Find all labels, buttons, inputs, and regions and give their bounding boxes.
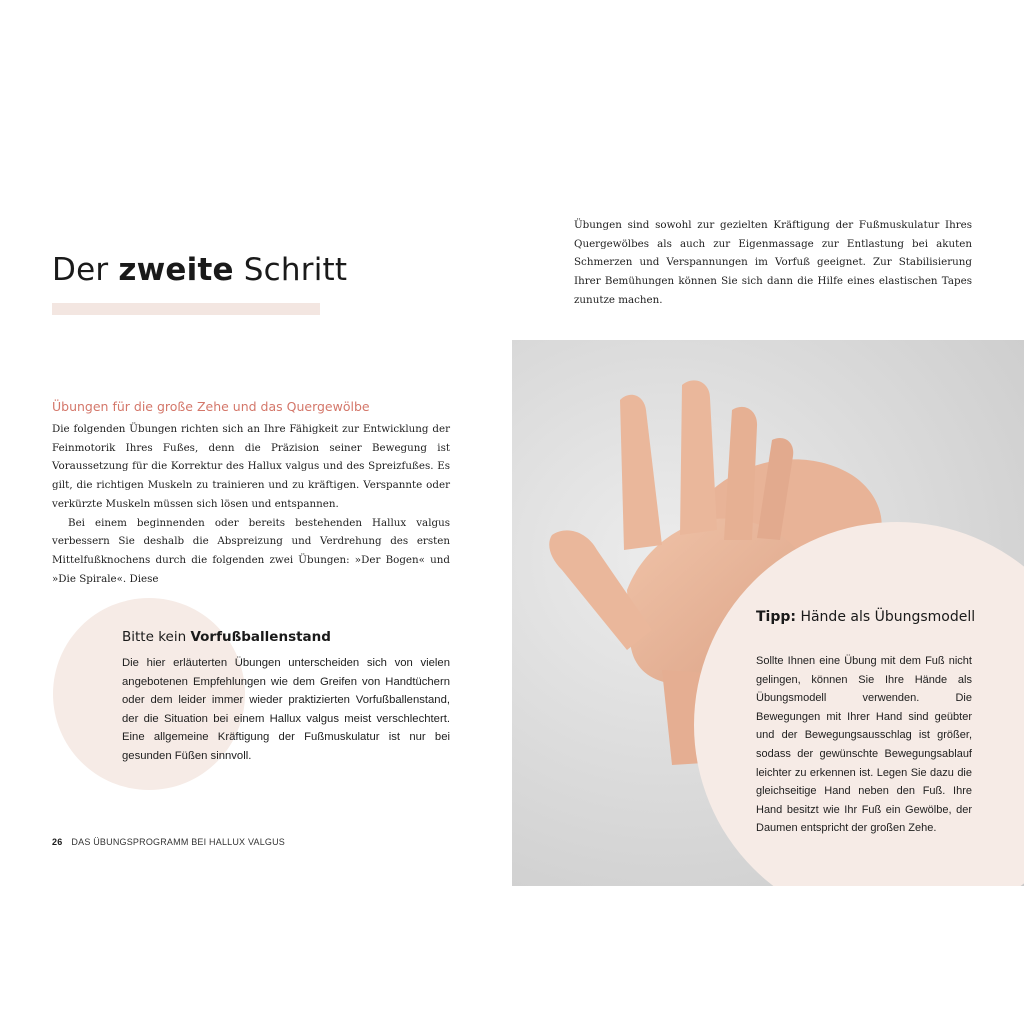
body-paragraph-1: Die folgenden Übungen richten sich an Ihre Fähigkeit zur Entwicklung der Feinmotorik Ihres Fußes, denn die Präzision seiner Bewegung ist Voraussetzung für die Korrektur des Hallux valgus und des Spreizfußes. Es gilt, die richtigen Muskeln zu trainieren und zu kräftigen. Verspannte oder verkürzte Muskeln müssen sich lösen und entspannen. [52,423,450,510]
body-paragraph-2: Bei einem beginnenden oder bereits bestehenden Hallux valgus verbessern Sie deshalb die Abspreizung und Verdrehung des ersten Mittelfußknochens durch die folgenden zwei Übungen: »Der Bogen« und »Die Spirale«. Diese [52,516,450,585]
info-box-heading-regular: Bitte kein [122,629,191,645]
tip-heading [756,608,986,627]
body-text [52,420,450,588]
info-box-text: Die hier erläuterten Übungen unterscheiden sich von vielen angebotenen Empfehlungen wie dem Greifen von Handtüchern oder dem leider immer wieder praktizierten Vorfußballenstand, der die Situation bei einem Hallux valgus meist verschlechtert. Eine allgemeine Kräftigung der Fußmuskulatur ist nur bei gesunden Füßen sinnvoll. [122,657,450,762]
ring-finger-shape [724,407,757,540]
title-emphasis: zweite [118,252,234,288]
middle-finger-shape [680,380,717,535]
page-title [52,252,347,288]
title-underline-bar [52,303,320,315]
tip-text: Sollte Ihnen eine Übung mit dem Fuß nicht gelingen, können Sie Ihre Hände als Übungsmodell verwenden. Die Bewegungen mit Ihrer Hand sind geübter und der Bewegungsausschlag ist größer, sodass der gewünschte Bewegungsablauf leichter zu erkennen ist. Legen Sie dazu die gleichseitige Hand neben den Fuß. Ihre Hand besitzt wie Ihr Fuß ein Gewölbe, der Daumen entspricht der großen Zehe. [756,655,972,835]
page-number: 26 [52,837,63,847]
tip-title: Hände als Übungsmodell [796,609,976,625]
info-box-heading-bold: Vorfußballenstand [190,629,331,645]
title-part-1: Der [52,252,119,288]
tip-label: Tipp: [756,609,796,625]
info-box-heading [122,629,331,645]
intro-paragraph: Übungen sind sowohl zur gezielten Kräftigung der Fußmuskulatur Ihres Quergewölbes als auch zur Eigenmassage zur Entlastung bei akuten Schmerzen und Verspannungen im Vorfuß geeignet. Zur Stabilisierung Ihrer Bemühungen können Sie sich dann die Hilfe eines elastischen Tapes zunutze machen. [574,219,972,306]
section-subheading: Übungen für die große Zehe und das Quergewölbe [52,399,370,414]
footer-section-title: DAS ÜBUNGSPROGRAMM BEI HALLUX VALGUS [71,837,286,847]
title-part-2: Schritt [233,252,348,288]
index-finger-shape [620,395,662,550]
page-footer [52,837,285,847]
